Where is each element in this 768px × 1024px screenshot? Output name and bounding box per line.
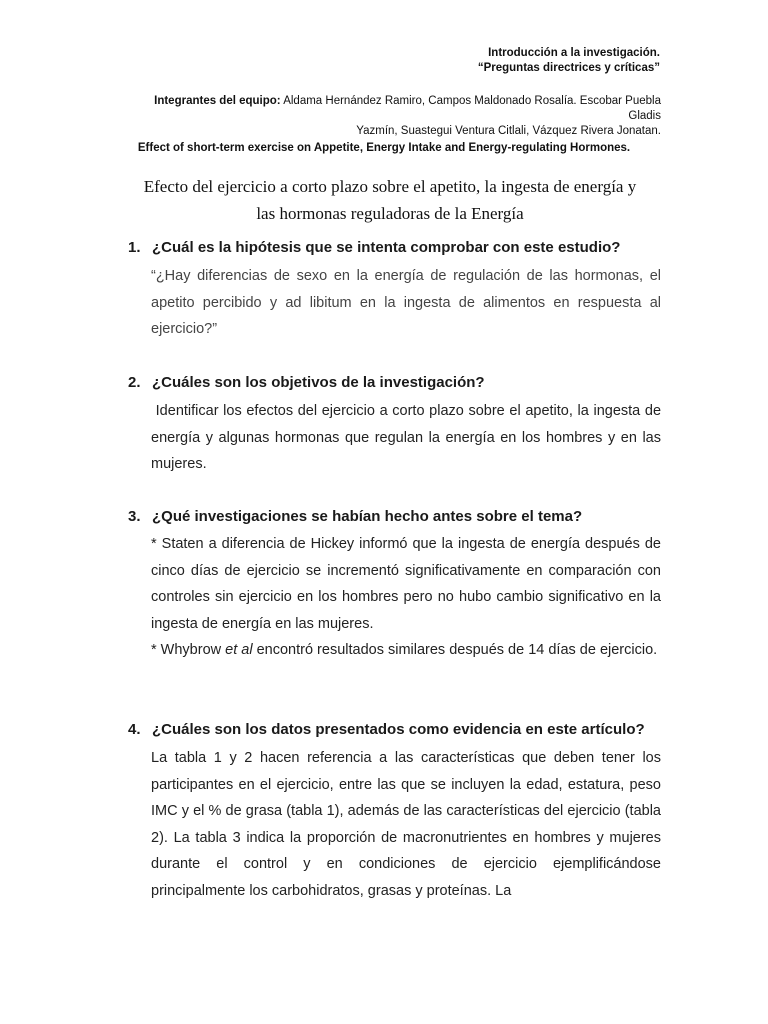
team-members-line-1 [133,94,661,124]
assignment-title: “Preguntas directrices y críticas” [477,62,660,74]
team-members-label: Integrantes del equipo: [154,95,281,107]
question-number: 1. [128,239,141,256]
spanish-title [90,173,690,227]
question-number: 3. [128,508,141,525]
answer-text: Identificar los efectos del ejercicio a corto plazo sobre el apetito, la ingesta de energía y algunas hormonas que regulan la energía en los hombres y en las mujeres. [151,403,666,473]
answer-text-post: encontró resultados similares después de 14 días de ejercicio. [252,642,658,659]
question-number: 4. [128,721,141,738]
answer-text-pre: * Whybrow [151,642,226,659]
question-text: ¿Cuál es la hipótesis que se intenta comprobar con este estudio? [152,239,621,256]
question-2 [128,373,662,393]
team-members-line-2: Yazmín, Suastegui Ventura Citlali, Vázquez Rivera Jonatan. [356,125,661,137]
answer-paragraph-1: * Staten a diferencia de Hickey informó que la ingesta de energía después de cinco días de ejercicio se incrementó significativamente en comparación con controles sin ejercicio en los hombres pero no hubo cambio significativo en la ingesta de energía en las mujeres. [151,536,661,632]
team-members-names-1: Aldama Hernández Ramiro, Campos Maldonado Rosalía. Escobar Puebla Gladis [283,95,661,122]
question-1 [128,238,662,258]
question-4 [128,720,662,740]
answer-text-italic: et al [225,642,253,659]
answer-3 [151,531,661,664]
answer-4 [151,745,661,905]
answer-2 [151,398,666,478]
english-title: Effect of short-term exercise on Appetite, Energy Intake and Energy-regulating Hormones. [137,142,631,154]
team-members [133,94,661,139]
answer-text: La tabla 1 y 2 hacen referencia a las características que deben tener los participantes en el ejercicio, entre las que se incluyen la edad, estatura, peso IMC y el % de grasa (tabla 1), además de las características del ejercicio (tabla 2). La tabla 3 indica la proporción de macronutrientes en hombres y mujeres durante el control y en condiciones de ejercicio ejemplificándose principalmente los carbohidratos, grasas y proteínas. La [151,750,661,899]
answer-1 [151,263,661,343]
question-number: 2. [128,374,141,391]
question-text: ¿Cuáles son los objetivos de la investigación? [152,374,485,391]
question-3 [128,507,662,527]
question-text: ¿Cuáles son los datos presentados como evidencia en este artículo? [152,721,645,738]
spanish-title-line-2: las hormonas reguladoras de la Energía [256,204,524,223]
question-text: ¿Qué investigaciones se habían hecho antes sobre el tema? [152,508,583,525]
answer-paragraph-2 [151,637,661,664]
course-title: Introducción a la investigación. [488,47,660,59]
answer-text: “¿Hay diferencias de sexo en la energía de regulación de las hormonas, el apetito percibido y ad libitum en la ingesta de alimentos en respuesta al ejercicio?” [151,268,661,338]
spanish-title-line-1: Efecto del ejercicio a corto plazo sobre el apetito, la ingesta de energía y [143,177,637,196]
